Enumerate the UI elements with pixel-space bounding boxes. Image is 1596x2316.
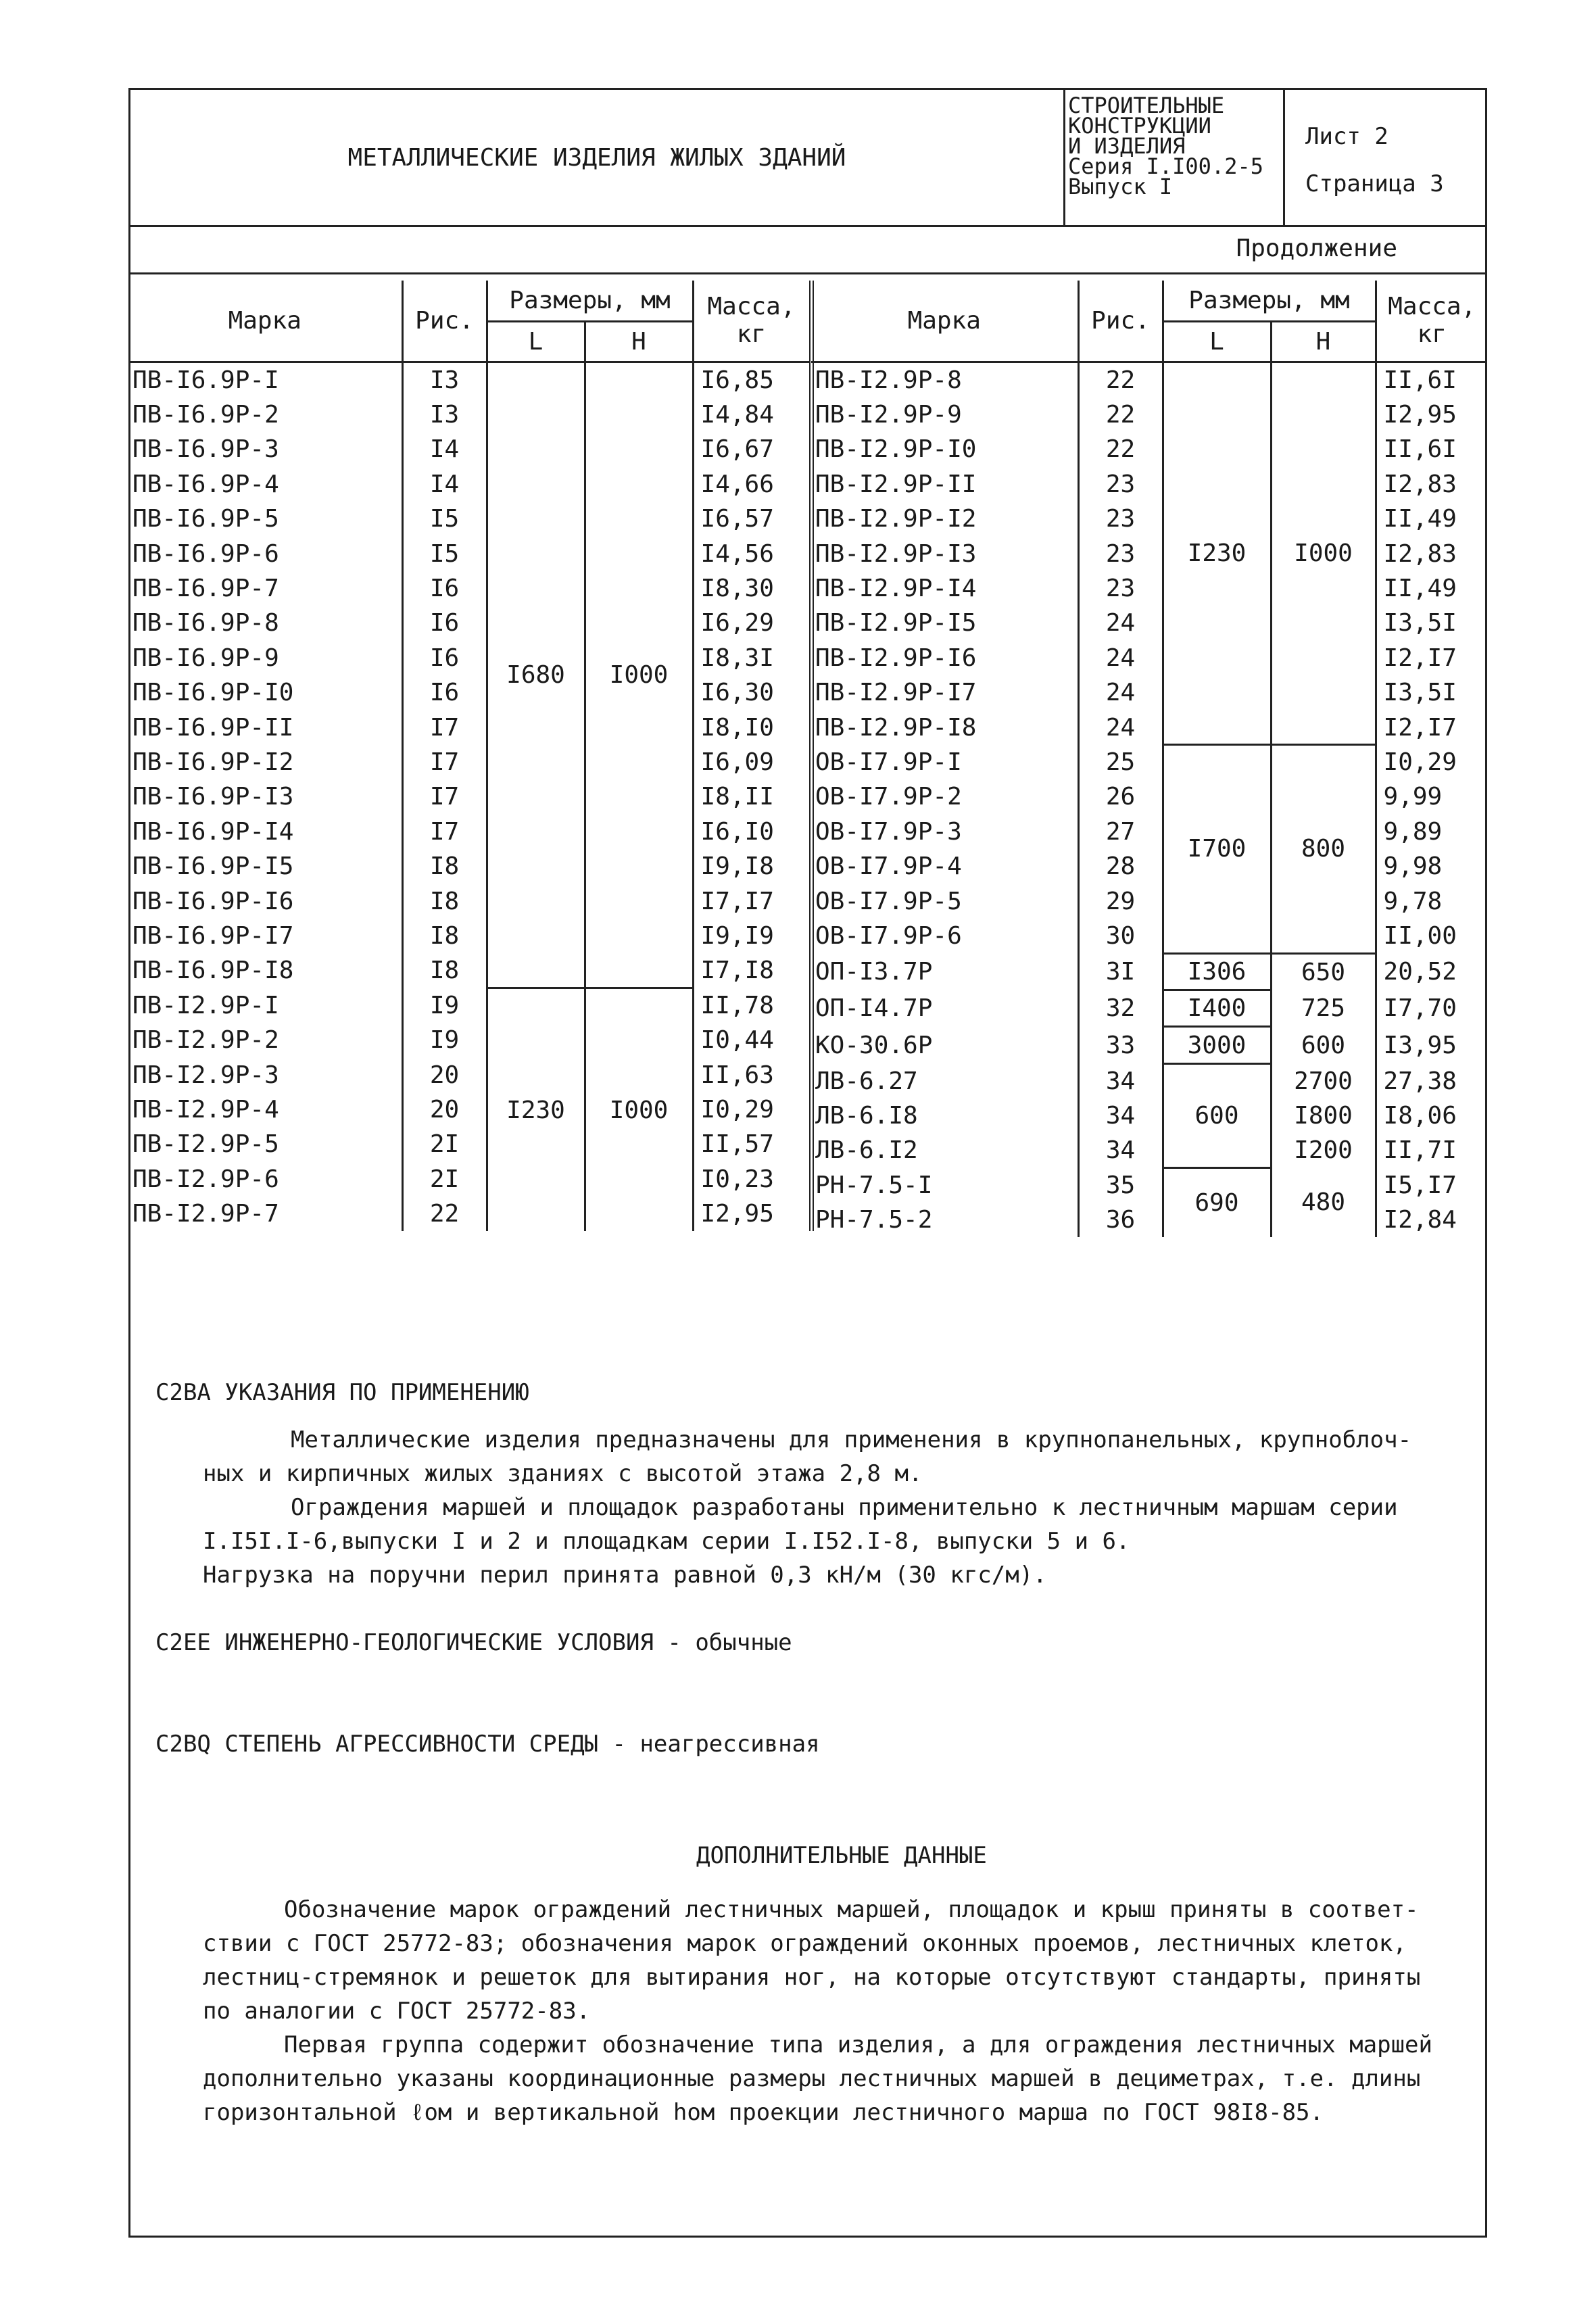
dim-H-cell: 600 [1271,1027,1376,1063]
dim-L-cell: I680 [487,362,585,988]
col-header-mass: Масса, кг [1376,281,1487,362]
mark-cell: РН-7.5-2 [811,1203,1078,1237]
mark-cell: ОВ-I7.9Р-4 [811,849,1078,884]
table-row [128,1161,811,1196]
mass-cell: II,7I [1383,1136,1457,1165]
table-row [128,641,811,675]
table-row [128,815,811,849]
extra-p2-text: Первая группа содержит обозначение типа изделия, а для ограждения лестничных маршей дополнительно указаны координационные размеры лестничных маршей в дециметрах, т.е. длины горизонтальной ℓом и вертикальной hом проекции лестничного марша по ГОСТ 98I8-85. [203,2031,1432,2126]
extra-title: ДОПОЛНИТЕЛЬНЫЕ ДАННЫЕ [696,1842,987,1869]
fig-cell: 26 [1078,779,1163,814]
table-row [811,502,1487,536]
fig-cell: 29 [1078,884,1163,918]
fig-cell: I7 [402,779,487,814]
table-row [128,745,811,779]
fig-cell: 2I [402,1161,487,1196]
mark-cell: ПВ-I2.9Р-I8 [811,710,1078,744]
dim-L-cell: I230 [487,988,585,1232]
sheet-number: Лист 2 [1305,123,1388,150]
mass-cell: I7,70 [1383,994,1457,1023]
table-row [811,1027,1487,1063]
mark-cell: ПВ-I6.9Р-I6 [128,884,402,918]
continuation-label: Продолжение [1236,235,1397,262]
mark-cell: ПВ-I2.9Р-I6 [811,641,1078,675]
series-line: КОНСТРУКЦИИ [1068,113,1211,139]
mass-cell: I4,84 [693,397,811,432]
table-row [128,710,811,744]
table-row [811,953,1487,990]
dim-L-cell: 3000 [1163,1027,1271,1063]
table-row [128,988,811,1023]
mark-cell: ПВ-I6.9Р-5 [128,502,402,536]
mass-cell: I6,67 [693,432,811,466]
mass-cell: I2,I7 [1383,644,1457,672]
mark-cell: ЛВ-6.I2 [811,1133,1078,1167]
table-row [811,745,1487,779]
fig-cell: I9 [402,988,487,1023]
mass-cell: I8,3I [693,641,811,675]
mass-cell: I7,I7 [693,884,811,918]
fig-cell: 25 [1078,745,1163,779]
dim-H-cell: I200 [1271,1133,1376,1167]
mass-cell: I2,95 [693,1197,811,1231]
mark-cell: ПВ-I2.9Р-I0 [811,432,1078,466]
table-row [811,815,1487,849]
dim-H-cell: I000 [585,988,693,1232]
dim-H-cell: 480 [1271,1167,1376,1237]
table-row [128,1127,811,1161]
mass-cell: II,00 [1383,921,1457,950]
mark-cell: ОП-I3.7Р [811,953,1078,990]
col-header-fig: Рис. [402,281,487,362]
mark-cell: ПВ-I6.9Р-I2 [128,745,402,779]
usage-line: Нагрузка на поручни перил принята равной 0,3 кН/м (30 кгс/м). [203,1562,1047,1589]
mass-cell: 27,38 [1383,1067,1457,1095]
mass-cell: I5,I7 [1383,1171,1457,1199]
mass-cell: I6,30 [693,675,811,710]
fig-cell: 22 [402,1197,487,1231]
fig-cell: I6 [402,606,487,640]
table-row [128,502,811,536]
table-row [811,884,1487,918]
mark-cell: ПВ-I6.9Р-9 [128,641,402,675]
page-number: Страница 3 [1305,170,1444,197]
col-header-H: Н [585,321,693,362]
col-header-mark: Марка [128,281,402,362]
usage-line: Ограждения маршей и площадок разработаны применительно к лестничным маршам серии [291,1494,1398,1521]
mark-cell: ЛВ-6.I8 [811,1099,1078,1133]
dim-H-cell: I000 [585,362,693,988]
fig-cell: 24 [1078,710,1163,744]
table-row [128,1197,811,1231]
mark-cell: ПВ-I6.9Р-I3 [128,779,402,814]
mass-cell: II,63 [693,1057,811,1092]
table-row [811,432,1487,466]
mass-cell: 9,78 [1383,887,1443,915]
fig-cell: I8 [402,953,487,988]
mass-cell: I8,I0 [693,710,811,744]
table-row [811,675,1487,710]
table-row [811,779,1487,814]
fig-cell: 3I [1078,953,1163,990]
fig-cell: 2I [402,1127,487,1161]
fig-cell: I5 [402,502,487,536]
table-row [128,919,811,953]
fig-cell: 28 [1078,849,1163,884]
mark-cell: ОП-I4.7Р [811,990,1078,1027]
table-row [128,362,811,397]
table-row [811,571,1487,606]
fig-cell: I4 [402,467,487,502]
col-header-mass: Масса, кг [693,281,811,362]
table-row [128,675,811,710]
mass-cell: I8,06 [1383,1101,1457,1130]
mark-cell: ПВ-I2.9Р-6 [128,1161,402,1196]
table-row [811,641,1487,675]
right-table [811,281,1487,1237]
table-row [811,710,1487,744]
mass-cell: I4,56 [693,536,811,571]
mass-cell: I2,I7 [1383,713,1457,742]
mass-cell: I9,I9 [693,919,811,953]
left-table [128,281,814,1231]
mark-cell: ПВ-I6.9Р-7 [128,571,402,606]
mass-cell: I7,I8 [693,953,811,988]
mass-cell: I0,23 [693,1161,811,1196]
table-row [128,467,811,502]
mass-cell: II,6I [1383,366,1457,394]
mass-cell: I3,5I [1383,609,1457,637]
mark-cell: РН-7.5-I [811,1167,1078,1202]
fig-cell: I7 [402,745,487,779]
fig-cell: I4 [402,432,487,466]
mark-cell: ПВ-I6.9Р-2 [128,397,402,432]
fig-cell: I6 [402,675,487,710]
mass-cell: 20,52 [1383,957,1457,986]
col-header-H: Н [1271,321,1376,362]
table-row [128,779,811,814]
mark-cell: ПВ-I2.9Р-2 [128,1023,402,1057]
mass-cell: I0,44 [693,1023,811,1057]
mark-cell: ПВ-I2.9Р-I5 [811,606,1078,640]
dim-H-cell: 725 [1271,990,1376,1027]
mass-cell: I9,I8 [693,849,811,884]
dim-L-cell: I400 [1163,990,1271,1027]
fig-cell: 22 [1078,432,1163,466]
fig-cell: 22 [1078,397,1163,432]
mass-cell: 9,99 [1383,783,1443,811]
usage-title: С2ВА УКАЗАНИЯ ПО ПРИМЕНЕНИЮ [155,1379,529,1406]
table-row [811,467,1487,502]
mark-cell: ПВ-I6.9Р-I0 [128,675,402,710]
mark-cell: ПВ-I6.9Р-3 [128,432,402,466]
col-header-dims: Размеры, мм [487,281,693,321]
document-title: МЕТАЛЛИЧЕСКИЕ ИЗДЕЛИЯ ЖИЛЫХ ЗДАНИЙ [347,143,846,172]
dim-H-cell: I000 [1271,362,1376,745]
fig-cell: 30 [1078,919,1163,953]
mark-cell: ПВ-I2.9Р-I4 [811,571,1078,606]
mass-cell: I3,5I [1383,679,1457,707]
col-header-L: L [487,321,585,362]
fig-cell: 35 [1078,1167,1163,1202]
mark-cell: ПВ-I6.9Р-I5 [128,849,402,884]
dim-H-cell: 800 [1271,745,1376,953]
fig-cell: I6 [402,571,487,606]
table-row [811,990,1487,1027]
fig-cell: 22 [1078,362,1163,397]
mark-cell: КО-30.6Р [811,1027,1078,1063]
fig-cell: I9 [402,1023,487,1057]
table-row [128,1057,811,1092]
table-row [128,1023,811,1057]
dim-L-cell: I306 [1163,953,1271,990]
table-row [128,571,811,606]
dim-H-cell: I800 [1271,1099,1376,1133]
mark-cell: ЛВ-6.27 [811,1063,1078,1098]
mass-cell: I0,29 [1383,748,1457,776]
fig-cell: 23 [1078,467,1163,502]
series-line: Выпуск I [1068,174,1173,199]
mass-cell: II,78 [693,988,811,1023]
extra-p1-text: Обозначение марок ограждений лестничных маршей, площадок и крыш приняты в соответ- ствии с ГОСТ 25772-83; обозначения марок ограждений оконных проемов, лестничных клеток, лестниц-стремянок и решеток для вытирания ног, на которые отсутствуют стандарты, приняты по аналогии с ГОСТ 25772-83. [203,1896,1421,2025]
fig-cell: 32 [1078,990,1163,1027]
col-header-L: L [1163,321,1271,362]
usage-line: I.I5I.I-6,выпуски I и 2 и площадкам серии I.I52.I-8, выпуски 5 и 6. [203,1528,1130,1555]
mark-cell: ОВ-I7.9Р-3 [811,815,1078,849]
mass-cell: 9,98 [1383,852,1443,881]
extra-paragraph-1 [203,1893,1453,2028]
fig-cell: 33 [1078,1027,1163,1063]
table-row [811,1203,1487,1237]
mass-cell: I2,95 [1383,401,1457,429]
mass-cell: I2,83 [1383,539,1457,568]
mark-cell: ПВ-I2.9Р-8 [811,362,1078,397]
mark-cell: ПВ-I2.9Р-5 [128,1127,402,1161]
dim-L-cell: 600 [1163,1063,1271,1167]
mass-cell: I6,I0 [693,815,811,849]
mark-cell: ОВ-I7.9Р-I [811,745,1078,779]
table-row [811,1063,1487,1098]
mark-cell: ПВ-I6.9Р-6 [128,536,402,571]
table-row [128,953,811,988]
table-row [128,1092,811,1127]
mass-cell: I6,57 [693,502,811,536]
table-row [128,397,811,432]
fig-cell: I7 [402,815,487,849]
mass-cell: I8,II [693,779,811,814]
fig-cell: I3 [402,362,487,397]
mark-cell: ПВ-I6.9Р-I4 [128,815,402,849]
fig-cell: 24 [1078,675,1163,710]
continuation-row [130,225,1485,274]
geo-conditions: С2ЕЕ ИНЖЕНЕРНО-ГЕОЛОГИЧЕСКИЕ УСЛОВИЯ - обычные [155,1629,792,1656]
series-line: И ИЗДЕЛИЯ [1068,133,1186,159]
mark-cell: ПВ-I6.9Р-I8 [128,953,402,988]
mass-cell: I4,66 [693,467,811,502]
mark-cell: ПВ-I2.9Р-3 [128,1057,402,1092]
fig-cell: 24 [1078,641,1163,675]
fig-cell: I3 [402,397,487,432]
mark-cell: ПВ-I2.9Р-I7 [811,675,1078,710]
fig-cell: 20 [402,1057,487,1092]
title-block [130,90,1485,227]
dim-H-cell: 650 [1271,953,1376,990]
aggressiveness: С2ВQ СТЕПЕНЬ АГРЕССИВНОСТИ СРЕДЫ - неагрессивная [155,1731,820,1758]
fig-cell: 27 [1078,815,1163,849]
mass-cell: I8,30 [693,571,811,606]
mass-cell: II,49 [1383,575,1457,603]
mark-cell: ОВ-I7.9Р-6 [811,919,1078,953]
mark-cell: ПВ-I2.9Р-4 [128,1092,402,1127]
col-header-dims: Размеры, мм [1163,281,1376,321]
mass-cell: I2,84 [1383,1206,1457,1234]
table-row [811,849,1487,884]
table-row [128,849,811,884]
mark-cell: ОВ-I7.9Р-2 [811,779,1078,814]
mark-cell: ПВ-I6.9Р-I7 [128,919,402,953]
mass-cell: I2,83 [1383,470,1457,498]
mass-cell: II,49 [1383,505,1457,533]
dim-L-cell: I700 [1163,745,1271,953]
table-row [811,1099,1487,1133]
series-block [1063,90,1283,225]
table-row [128,606,811,640]
mass-cell: I6,85 [693,362,811,397]
mass-cell: I3,95 [1383,1031,1457,1059]
fig-cell: I8 [402,849,487,884]
dim-H-cell: 2700 [1271,1063,1376,1098]
fig-cell: 36 [1078,1203,1163,1237]
mark-cell: ПВ-I2.9Р-I2 [811,502,1078,536]
fig-cell: 34 [1078,1099,1163,1133]
fig-cell: I8 [402,919,487,953]
usage-line: ных и кирпичных жилых зданиях с высотой этажа 2,8 м. [203,1460,923,1487]
table-row [128,884,811,918]
series-line: СТРОИТЕЛЬНЫЕ [1068,93,1225,118]
series-line: Серия I.I00.2-5 [1068,153,1263,179]
mark-cell: ПВ-I2.9Р-I [128,988,402,1023]
table-row [811,1133,1487,1167]
fig-cell: I8 [402,884,487,918]
fig-cell: 34 [1078,1063,1163,1098]
mass-cell: I0,29 [693,1092,811,1127]
table-row [811,919,1487,953]
table-row [811,606,1487,640]
table-row [811,1167,1487,1202]
fig-cell: 23 [1078,536,1163,571]
fig-cell: 23 [1078,502,1163,536]
fig-cell: 20 [402,1092,487,1127]
col-header-fig: Рис. [1078,281,1163,362]
mark-cell: ПВ-I2.9Р-II [811,467,1078,502]
table-row [811,536,1487,571]
sheet-block [1283,90,1489,225]
table-row [811,362,1487,397]
mark-cell: ПВ-I2.9Р-7 [128,1197,402,1231]
fig-cell: I6 [402,641,487,675]
fig-cell: I5 [402,536,487,571]
extra-paragraph-2 [203,2028,1453,2129]
mass-cell: 9,89 [1383,817,1443,846]
mark-cell: ПВ-I6.9Р-4 [128,467,402,502]
mass-cell: II,6I [1383,435,1457,464]
table-row [811,397,1487,432]
mark-cell: ПВ-I2.9Р-9 [811,397,1078,432]
mass-cell: I6,29 [693,606,811,640]
mass-cell: I6,09 [693,745,811,779]
mark-cell: ПВ-I2.9Р-I3 [811,536,1078,571]
table-row [128,536,811,571]
fig-cell: 24 [1078,606,1163,640]
dim-L-cell: 690 [1163,1167,1271,1237]
mark-cell: ПВ-I6.9Р-II [128,710,402,744]
mark-cell: ПВ-I6.9Р-8 [128,606,402,640]
mark-cell: ОВ-I7.9Р-5 [811,884,1078,918]
col-header-mark: Марка [811,281,1078,362]
fig-cell: I7 [402,710,487,744]
dim-L-cell: I230 [1163,362,1271,745]
table-row [128,432,811,466]
fig-cell: 34 [1078,1133,1163,1167]
mark-cell: ПВ-I6.9Р-I [128,362,402,397]
fig-cell: 23 [1078,571,1163,606]
usage-line: Металлические изделия предназначены для применения в крупнопанельных, крупноблоч- [291,1426,1412,1453]
mass-cell: II,57 [693,1127,811,1161]
